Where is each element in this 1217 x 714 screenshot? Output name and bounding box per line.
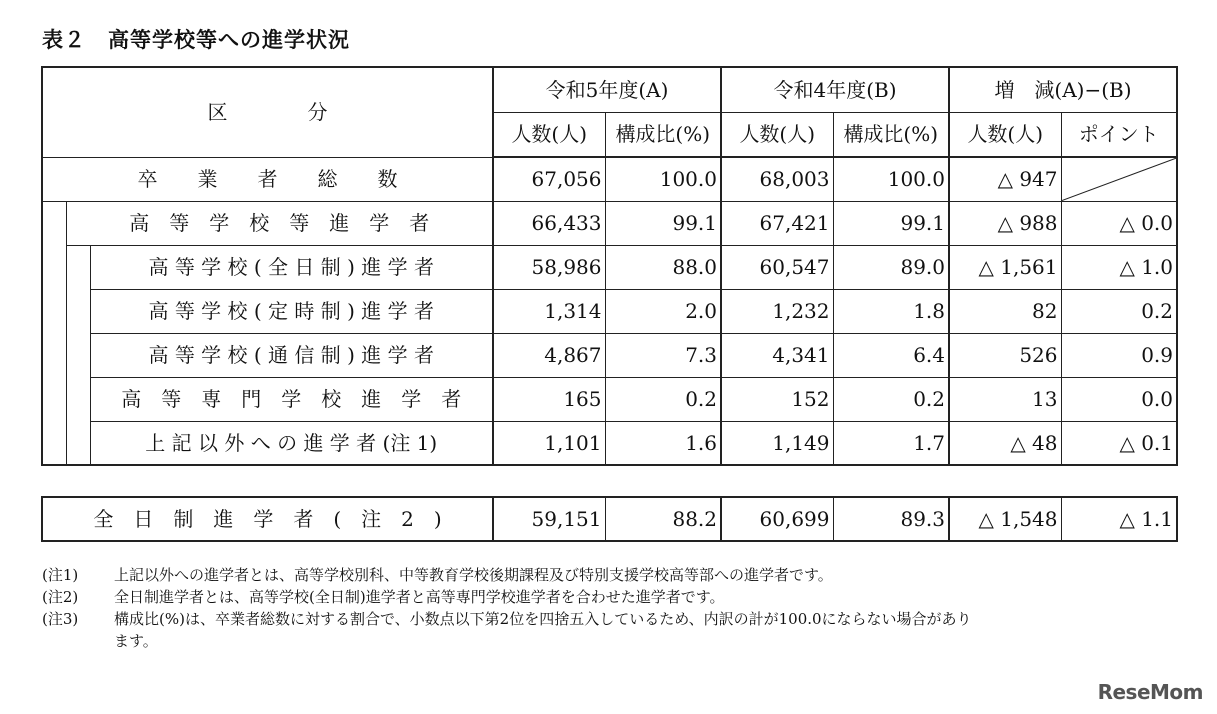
cell-a-ratio: 88.0 bbox=[605, 245, 721, 289]
cell-diff-point: △ 0.0 bbox=[1061, 201, 1177, 245]
cell-diff-point: △ 0.1 bbox=[1061, 421, 1177, 465]
cell-diff-count: △ 1,561 bbox=[949, 245, 1061, 289]
cell-a-count: 4,867 bbox=[493, 333, 605, 377]
cell-b-ratio: 1.7 bbox=[833, 421, 949, 465]
table-row bbox=[42, 201, 1177, 245]
cell-diff-point: △ 1.1 bbox=[1061, 497, 1177, 541]
cell-diff-point: 0.0 bbox=[1061, 377, 1177, 421]
header-r5: 令和5年度(A) bbox=[493, 67, 721, 112]
header-category: 区 分 bbox=[42, 67, 493, 157]
cell-b-ratio: 89.3 bbox=[833, 497, 949, 541]
cell-a-ratio: 1.6 bbox=[605, 421, 721, 465]
row-label: 高 等 専 門 学 校 進 学 者 bbox=[90, 377, 493, 421]
cell-b-ratio: 99.1 bbox=[833, 201, 949, 245]
indent-spacer bbox=[42, 201, 66, 465]
header-point-diff: ポイント bbox=[1061, 112, 1177, 157]
table-row bbox=[42, 497, 1177, 541]
cell-a-count: 165 bbox=[493, 377, 605, 421]
table-row bbox=[42, 289, 1177, 333]
footnote-text: 構成比(%)は、卒業者総数に対する割合で、小数点以下第2位を四捨五入しているため、内訳の計が100.0にならない場合があり bbox=[114, 610, 972, 628]
cell-diff-point: 0.9 bbox=[1061, 333, 1177, 377]
table-title: 表２ 高等学校等への進学状況 bbox=[42, 28, 350, 52]
cell-b-count: 1,232 bbox=[721, 289, 833, 333]
table-row bbox=[42, 377, 1177, 421]
header-ratio-b: 構成比(%) bbox=[833, 112, 949, 157]
cell-a-count: 67,056 bbox=[493, 157, 605, 201]
footnote-mark: (注2) bbox=[42, 588, 79, 606]
header-count-a: 人数(人) bbox=[493, 112, 605, 157]
cell-a-count: 59,151 bbox=[493, 497, 605, 541]
header-r4: 令和4年度(B) bbox=[721, 67, 949, 112]
row-label: 卒 業 者 総 数 bbox=[42, 157, 493, 201]
header-ratio-a: 構成比(%) bbox=[605, 112, 721, 157]
cell-b-ratio: 89.0 bbox=[833, 245, 949, 289]
footnotes bbox=[42, 564, 972, 652]
cell-a-ratio: 7.3 bbox=[605, 333, 721, 377]
footnote-text: 全日制進学者とは、高等学校(全日制)進学者と高等専門学校進学者を合わせた進学者です。 bbox=[114, 588, 725, 606]
cell-diff-count: △ 48 bbox=[949, 421, 1061, 465]
indent-spacer bbox=[66, 245, 90, 465]
cell-b-count: 60,699 bbox=[721, 497, 833, 541]
row-label: 高 等 学 校 ( 通 信 制 ) 進 学 者 bbox=[90, 333, 493, 377]
header-count-diff: 人数(人) bbox=[949, 112, 1061, 157]
footnote-mark: (注1) bbox=[42, 566, 79, 584]
row-label: 全 日 制 進 学 者 ( 注 2 ) bbox=[42, 497, 493, 541]
cell-a-ratio: 100.0 bbox=[605, 157, 721, 201]
row-label: 高 等 学 校 ( 全 日 制 ) 進 学 者 bbox=[90, 245, 493, 289]
cell-a-count: 1,314 bbox=[493, 289, 605, 333]
cell-diff-count: 82 bbox=[949, 289, 1061, 333]
footnote-2 bbox=[42, 586, 972, 608]
cell-diff-point: 0.2 bbox=[1061, 289, 1177, 333]
cell-b-count: 1,149 bbox=[721, 421, 833, 465]
fulltime-summary-table bbox=[41, 496, 1178, 542]
header-diff: 増 減(A)−(B) bbox=[949, 67, 1177, 112]
cell-diff-count: 526 bbox=[949, 333, 1061, 377]
table-row bbox=[42, 157, 1177, 201]
cell-a-count: 66,433 bbox=[493, 201, 605, 245]
row-label: 高 等 学 校 ( 定 時 制 ) 進 学 者 bbox=[90, 289, 493, 333]
cell-diff-count: 13 bbox=[949, 377, 1061, 421]
cell-a-ratio: 99.1 bbox=[605, 201, 721, 245]
row-label: 上 記 以 外 へ の 進 学 者 (注 1) bbox=[90, 421, 493, 465]
cell-a-ratio: 88.2 bbox=[605, 497, 721, 541]
cell-diff-count: △ 1,548 bbox=[949, 497, 1061, 541]
row-label: 高 等 学 校 等 進 学 者 bbox=[66, 201, 493, 245]
cell-b-count: 152 bbox=[721, 377, 833, 421]
cell-diff-count: △ 988 bbox=[949, 201, 1061, 245]
cell-b-ratio: 1.8 bbox=[833, 289, 949, 333]
diagonal-cell bbox=[1061, 157, 1177, 201]
cell-b-count: 67,421 bbox=[721, 201, 833, 245]
cell-b-ratio: 100.0 bbox=[833, 157, 949, 201]
cell-diff-count: △ 947 bbox=[949, 157, 1061, 201]
cell-a-ratio: 2.0 bbox=[605, 289, 721, 333]
table-row bbox=[42, 333, 1177, 377]
footnote-3-continued: ます。 bbox=[114, 632, 158, 650]
cell-b-count: 68,003 bbox=[721, 157, 833, 201]
resemom-logo: ReseMom bbox=[1097, 680, 1203, 704]
cell-a-ratio: 0.2 bbox=[605, 377, 721, 421]
cell-b-count: 60,547 bbox=[721, 245, 833, 289]
footnote-mark: (注3) bbox=[42, 610, 79, 628]
cell-b-count: 4,341 bbox=[721, 333, 833, 377]
cell-b-ratio: 6.4 bbox=[833, 333, 949, 377]
cell-a-count: 58,986 bbox=[493, 245, 605, 289]
footnote-1 bbox=[42, 564, 972, 586]
table-row bbox=[42, 245, 1177, 289]
footnote-3 bbox=[42, 608, 972, 630]
cell-diff-point: △ 1.0 bbox=[1061, 245, 1177, 289]
footnote-text: 上記以外への進学者とは、高等学校別科、中等教育学校後期課程及び特別支援学校高等部への進学者です。 bbox=[114, 566, 833, 584]
cell-b-ratio: 0.2 bbox=[833, 377, 949, 421]
table-row bbox=[42, 421, 1177, 465]
header-count-b: 人数(人) bbox=[721, 112, 833, 157]
cell-a-count: 1,101 bbox=[493, 421, 605, 465]
enrollment-table bbox=[41, 66, 1178, 466]
